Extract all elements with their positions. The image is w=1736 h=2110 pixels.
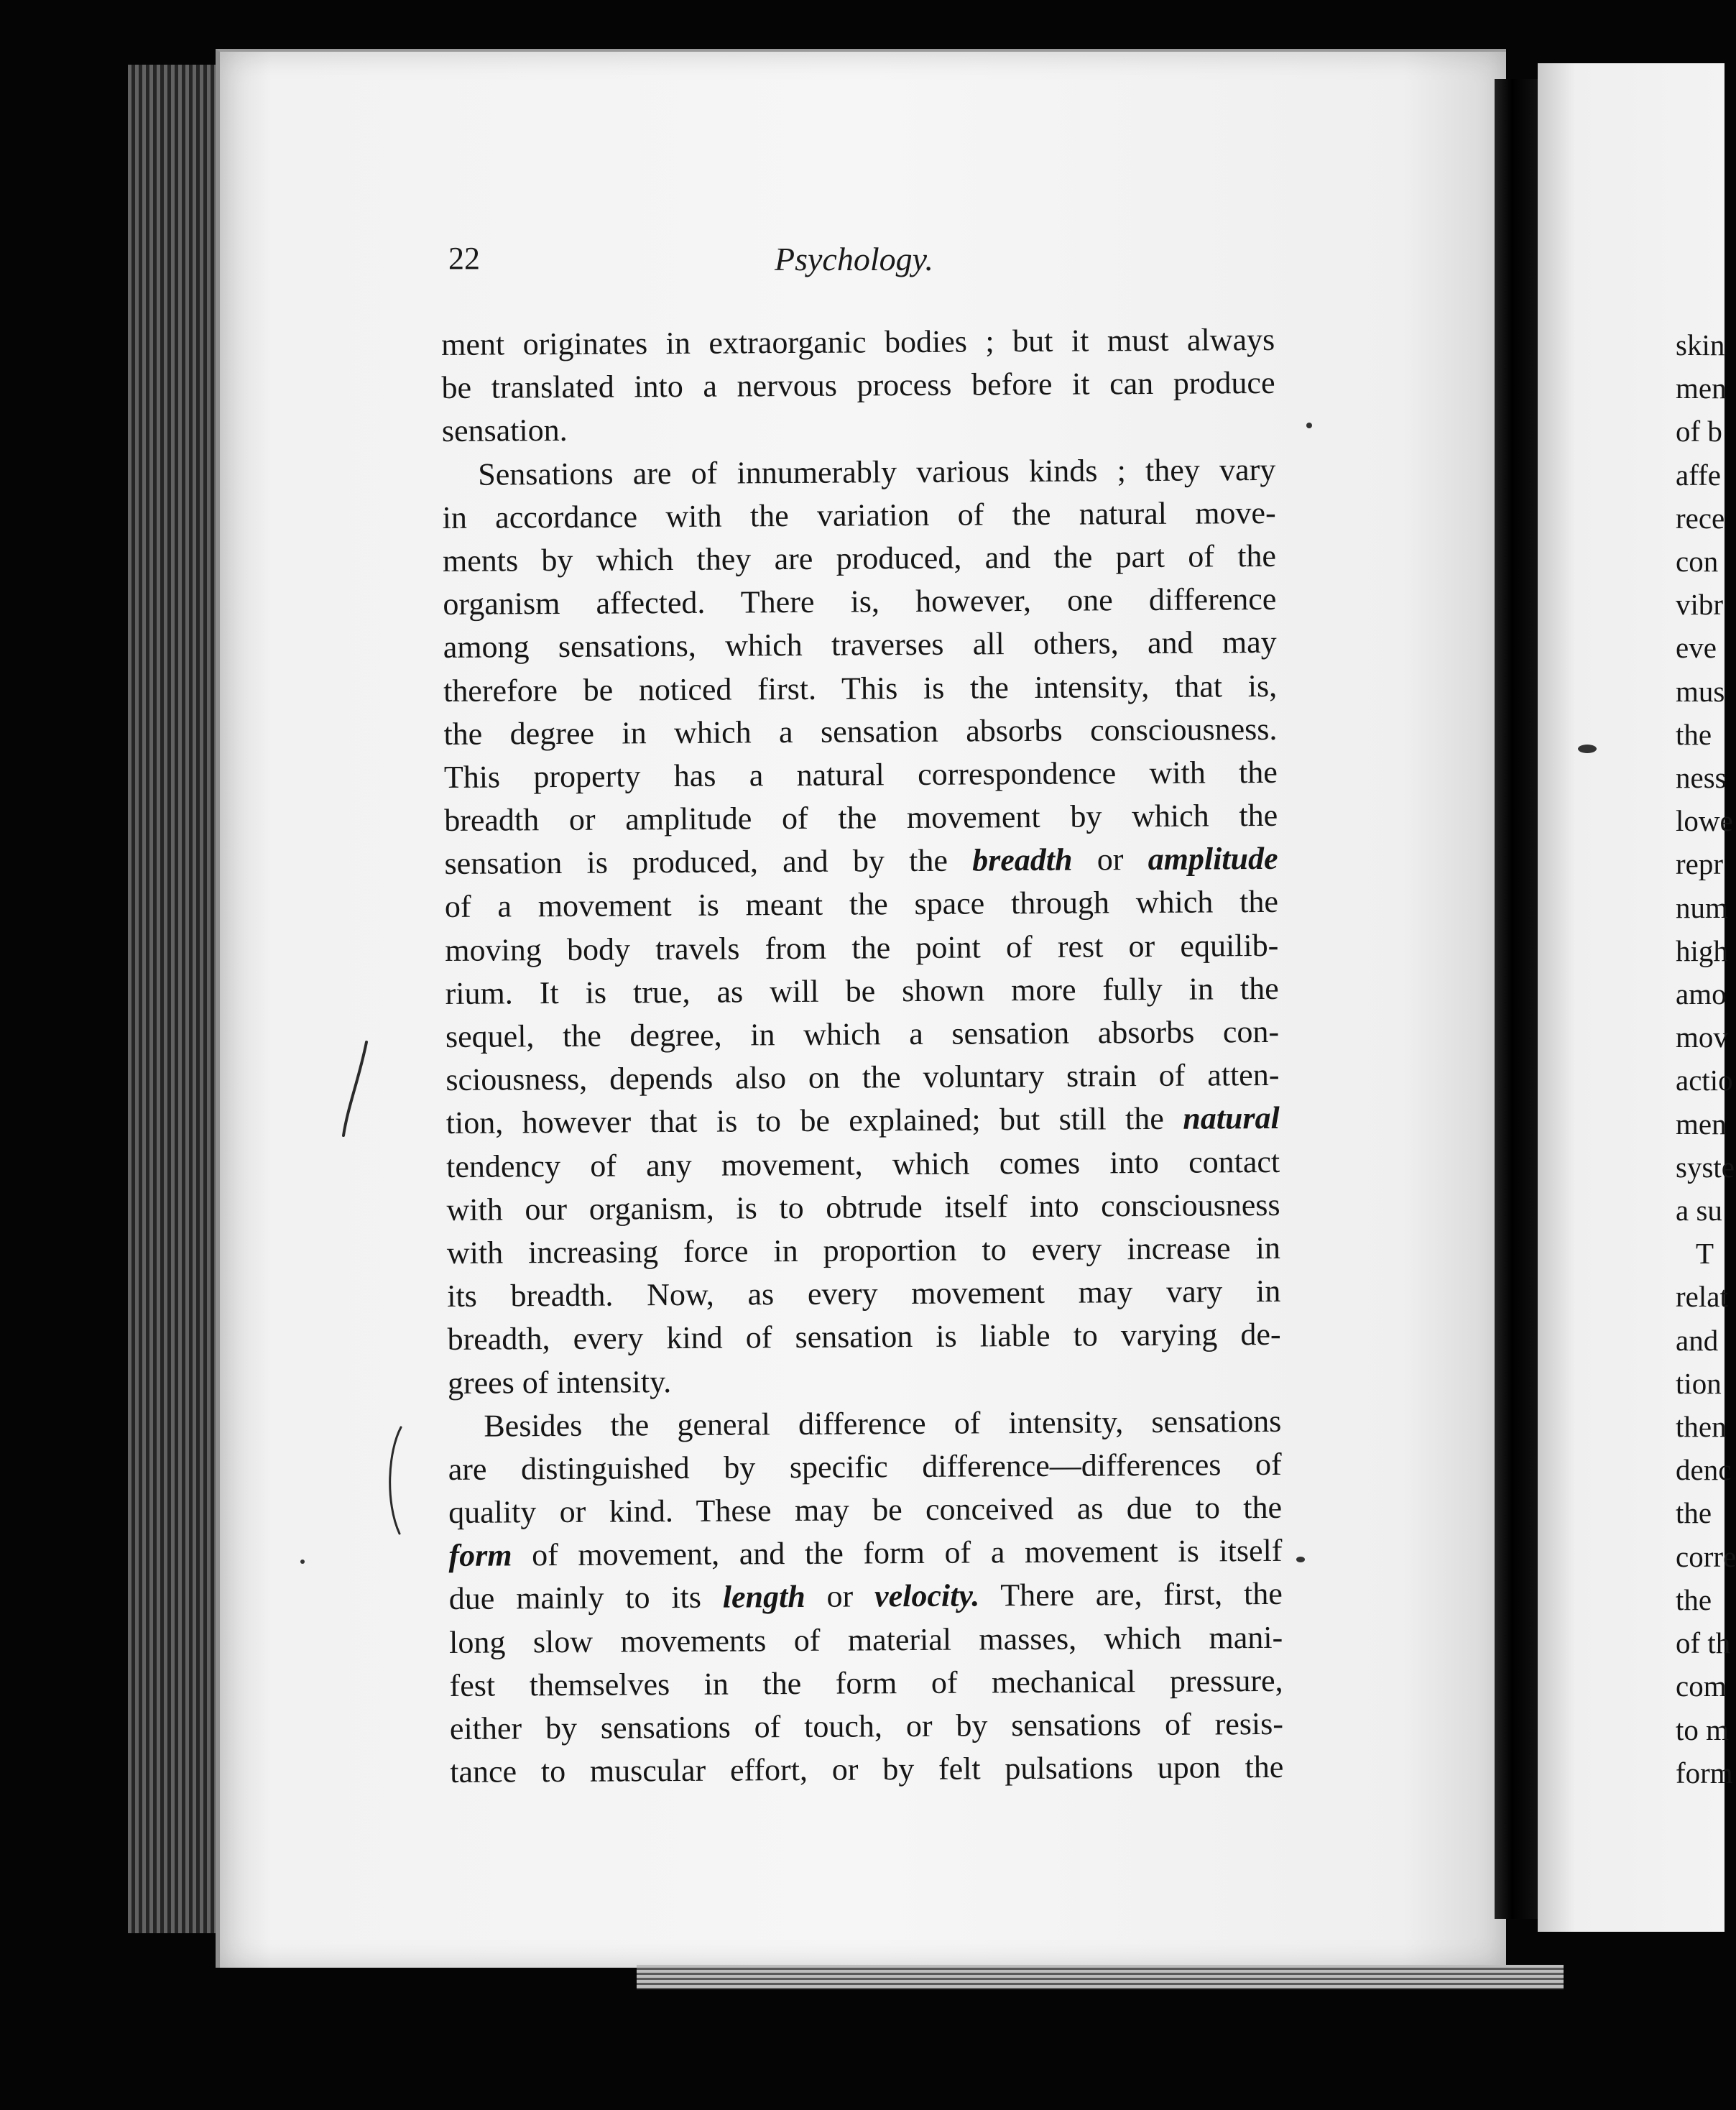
text-line: in accordance with the variation of the natural move- [442, 494, 1276, 535]
text-line: the degree in which a sensation absorbs consciousness. [443, 711, 1278, 752]
facing-page-fragment: con [1676, 545, 1719, 579]
text-line: sensation is produced, and by the breadth or amplitude [444, 841, 1278, 882]
facing-page-fragment: to m [1676, 1713, 1730, 1746]
text-line: fest themselves in the form of mechanical pressure, [449, 1662, 1283, 1703]
text-line: Besides the general difference of intensity, sensations [484, 1403, 1282, 1444]
text-line: are distinguished by specific difference—differences of [448, 1446, 1282, 1487]
film-speck [300, 1560, 305, 1564]
text-line: quality or kind. These may be conceived as due to the [448, 1489, 1283, 1531]
text-line: therefore be noticed first. This is the intensity, that is, [443, 668, 1278, 709]
facing-page-fragment: relat [1676, 1280, 1728, 1314]
text-line: sciousness, depends also on the voluntary strain of atten- [445, 1057, 1280, 1098]
facing-page-fragment: syste [1676, 1150, 1735, 1184]
facing-page-fragment: eve [1676, 631, 1717, 665]
text-line: Sensations are of innumerably various kinds ; they vary [478, 451, 1276, 492]
text-line: be translated into a nervous process before it can produce [441, 365, 1275, 406]
facing-page-fragment: the [1676, 1582, 1712, 1616]
text-line: tance to muscular effort, or by felt pulsations upon the [450, 1749, 1284, 1790]
text-line: either by sensations of touch, or by sensations of resis- [449, 1705, 1284, 1746]
stacked-page-edges-left [128, 65, 216, 1933]
facing-page-fragment: and [1676, 1323, 1719, 1357]
text-line: form of movement, and the form of a movement is itself [448, 1533, 1283, 1574]
text-line: its breadth. Now, as every movement may vary in [447, 1273, 1281, 1314]
text-line: This property has a natural correspondence with the [443, 754, 1278, 795]
text-line: ment originates in extraorganic bodies ; but it must always [441, 321, 1275, 362]
stacked-page-edges-bottom [637, 1965, 1564, 1989]
facing-page-fragment: denc [1676, 1453, 1732, 1487]
facing-page-fragment: affe [1676, 458, 1721, 492]
facing-page-fragment: the [1676, 1496, 1712, 1530]
text-line: sensation. [441, 413, 568, 449]
running-title: Psychology. [775, 241, 933, 277]
running-head [0, 240, 1725, 283]
text-line: moving body travels from the point of rest or equilib- [445, 927, 1279, 968]
page-body-text [441, 318, 1283, 1794]
facing-page-fragment: vibr [1676, 588, 1724, 622]
film-speck [1296, 1557, 1305, 1562]
text-line: tendency of any movement, which comes into contact [446, 1143, 1280, 1184]
text-line: rium. It is true, as will be shown more fully in the [445, 970, 1279, 1011]
facing-page-fragment: actio [1676, 1064, 1733, 1097]
facing-page-fragment: tion [1676, 1366, 1722, 1400]
pencil-mark-icon [338, 1035, 381, 1143]
text-line: of a movement is meant the space through which the [444, 884, 1279, 925]
text-line: breadth, every kind of sensation is liable to varying de- [447, 1317, 1281, 1358]
text-line: breadth or amplitude of the movement by which the [444, 797, 1278, 839]
book-gutter [1495, 79, 1538, 1919]
facing-page-fragment: mus [1676, 674, 1725, 708]
page-number: 22 [448, 241, 480, 276]
italic-emphasis: velocity. [874, 1577, 980, 1614]
italic-emphasis: natural [1183, 1100, 1280, 1137]
facing-page-fragment: amo [1676, 977, 1727, 1011]
text-line: with our organism, is to obtrude itself into consciousness [446, 1187, 1280, 1227]
text-line: long slow movements of material masses, which mani- [449, 1619, 1283, 1660]
facing-page-fragment: repr [1676, 847, 1724, 881]
facing-page-fragment: of th [1676, 1626, 1731, 1660]
italic-emphasis: breadth [972, 842, 1073, 878]
facing-page-fragment: T [1696, 1237, 1714, 1271]
text-line: due mainly to its length or velocity. There are, first, the [448, 1576, 1283, 1617]
facing-page-fragment: the [1676, 717, 1712, 751]
italic-emphasis: form [448, 1537, 512, 1574]
film-speck [1578, 745, 1597, 753]
facing-page-fragment: men [1676, 1107, 1727, 1141]
text-line: grees of intensity. [447, 1363, 672, 1401]
italic-emphasis: length [722, 1579, 805, 1616]
facing-page-fragment: skin [1676, 328, 1725, 361]
italic-emphasis: amplitude [1148, 841, 1278, 877]
film-speck [1306, 423, 1312, 428]
text-line: organism affected. There is, however, one difference [443, 581, 1277, 622]
facing-page-fragment: of b [1676, 415, 1722, 448]
text-line: ments by which they are produced, and the part of the [442, 538, 1277, 579]
facing-page-fragment: high [1676, 934, 1728, 967]
facing-page-fragment: mov [1676, 1021, 1728, 1054]
text-line: among sensations, which traverses all others, and may [443, 625, 1277, 665]
facing-page-fragment: com [1676, 1669, 1727, 1703]
text-line: with increasing force in proportion to every increase in [446, 1230, 1281, 1271]
facing-page-fragment: form [1676, 1756, 1733, 1789]
facing-page-fragment: num [1676, 890, 1728, 924]
pencil-bracket-icon [381, 1423, 410, 1538]
text-line: sequel, the degree, in which a sensation absorbs con- [445, 1013, 1280, 1054]
facing-page-fragment: a su [1676, 1194, 1722, 1227]
facing-page-fragment: men [1676, 372, 1727, 405]
facing-page-text-fragments [1676, 323, 1736, 1795]
facing-page-fragment: corre [1676, 1539, 1736, 1573]
facing-page-fragment: then [1676, 1410, 1727, 1444]
facing-page-fragment: ness [1676, 761, 1727, 795]
facing-page-fragment: lowe [1676, 804, 1733, 838]
text-line: tion, however that is to be explained; but still the natural [445, 1100, 1280, 1141]
facing-page-fragment: rece [1676, 501, 1725, 535]
